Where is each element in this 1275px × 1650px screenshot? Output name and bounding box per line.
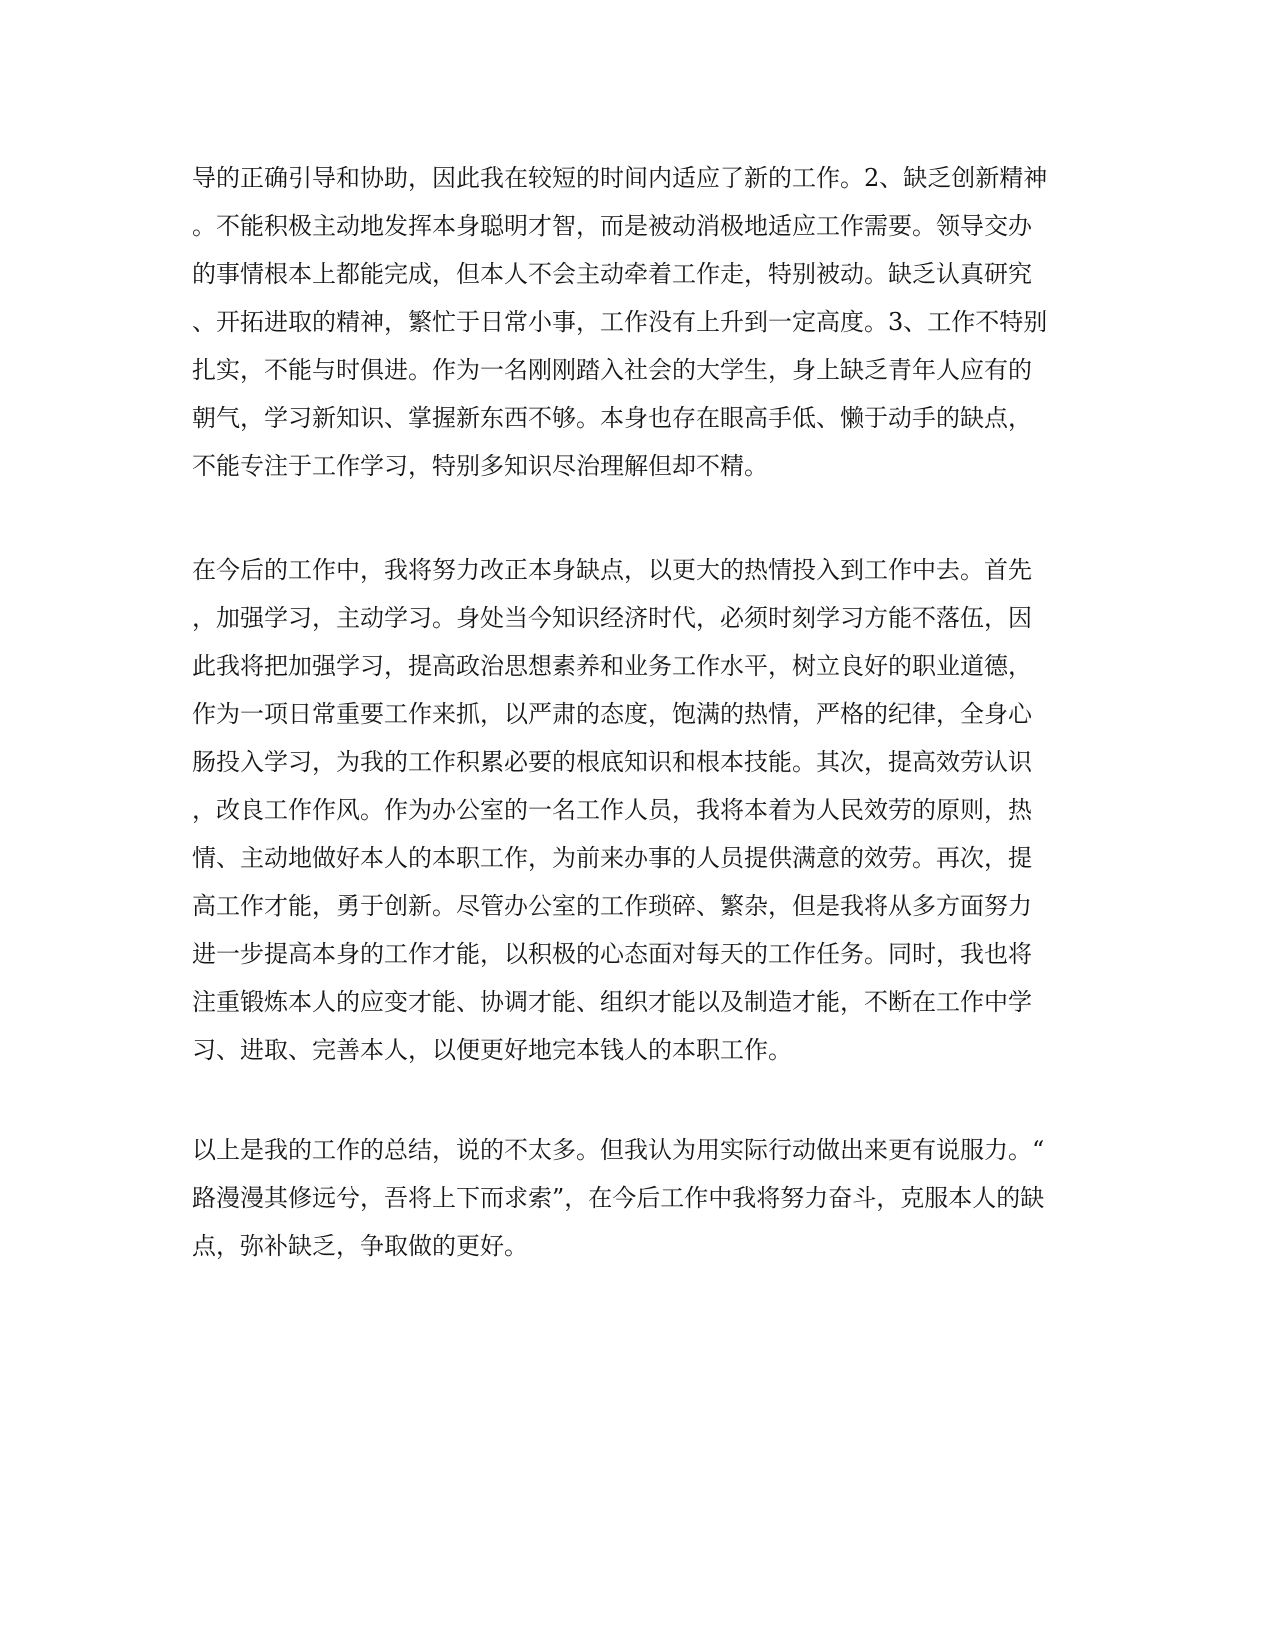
text-line: 以上是我的工作的总结，说的不太多。但我认为用实际行动做出来更有说服力。“ — [192, 1136, 1045, 1164]
text-line: ，改良工作作风。作为办公室的一名工作人员，我将本着为人民效劳的原则，热 — [192, 796, 1032, 824]
text-line: 作为一项日常重要工作来抓，以严肃的态度，饱满的热情，严格的纪律，全身心 — [192, 700, 1032, 728]
text-line: 、开拓进取的精神，繁忙于日常小事，工作没有上升到一定高度。3、工作不特别 — [192, 308, 1048, 336]
text-line: 进一步提高本身的工作才能，以积极的心态面对每天的工作任务。同时，我也将 — [192, 940, 1032, 968]
text-line: 导的正确引导和协助，因此我在较短的时间内适应了新的工作。2、缺乏创新精神 — [192, 164, 1048, 192]
text-line: ，加强学习，主动学习。身处当今知识经济时代，必须时刻学习方能不落伍，因 — [192, 604, 1032, 632]
paragraph-improvement-plan — [192, 546, 1092, 1074]
text-line: 此我将把加强学习，提高政治思想素养和业务工作水平，树立良好的职业道德， — [192, 652, 1032, 680]
text-line: 不能专注于工作学习，特别多知识尽治理解但却不精。 — [192, 452, 768, 480]
paragraph-conclusion — [192, 1126, 1092, 1270]
text-line: 路漫漫其修远兮，吾将上下而求索”，在今后工作中我将努力奋斗，克服本人的缺 — [192, 1184, 1045, 1212]
text-line: 的事情根本上都能完成，但本人不会主动牵着工作走，特别被动。缺乏认真研究 — [192, 260, 1032, 288]
text-line: 点，弥补缺乏，争取做的更好。 — [192, 1232, 528, 1260]
paragraph-weaknesses — [192, 154, 1092, 490]
text-line: 习、进取、完善本人，以便更好地完本钱人的本职工作。 — [192, 1036, 792, 1064]
text-line: 朝气，学习新知识、掌握新东西不够。本身也存在眼高手低、懒于动手的缺点， — [192, 404, 1032, 432]
text-line: 高工作才能，勇于创新。尽管办公室的工作琐碎、繁杂，但是我将从多方面努力 — [192, 892, 1032, 920]
text-line: 肠投入学习，为我的工作积累必要的根底知识和根本技能。其次，提高效劳认识 — [192, 748, 1032, 776]
text-line: 扎实，不能与时俱进。作为一名刚刚踏入社会的大学生，身上缺乏青年人应有的 — [192, 356, 1032, 384]
text-line: 情、主动地做好本人的本职工作，为前来办事的人员提供满意的效劳。再次，提 — [192, 844, 1032, 872]
text-line: 注重锻炼本人的应变才能、协调才能、组织才能以及制造才能，不断在工作中学 — [192, 988, 1032, 1016]
text-line: 。不能积极主动地发挥本身聪明才智，而是被动消极地适应工作需要。领导交办 — [192, 212, 1032, 240]
text-line: 在今后的工作中，我将努力改正本身缺点，以更大的热情投入到工作中去。首先 — [192, 556, 1032, 584]
